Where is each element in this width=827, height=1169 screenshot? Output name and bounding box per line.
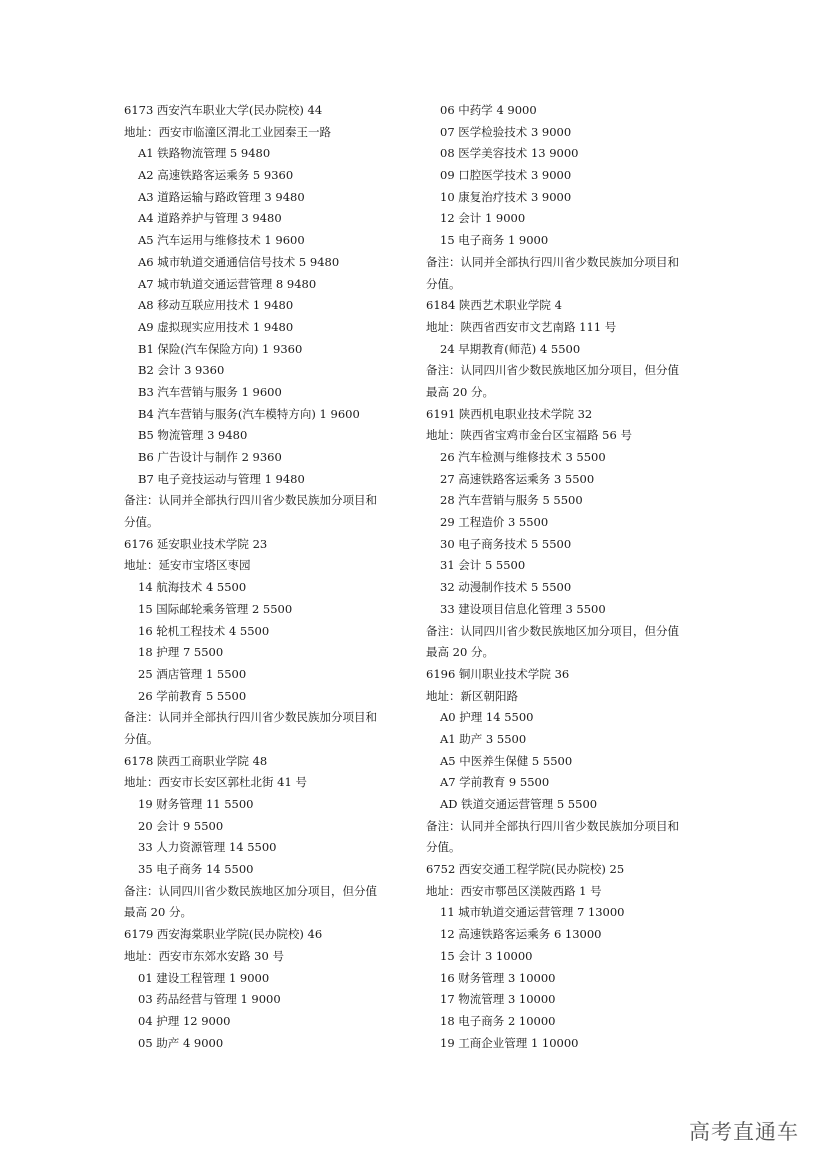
major-entry: 03 药品经营与管理 1 9000 xyxy=(138,992,281,1007)
remark-line: 备注：认同并全部执行四川省少数民族加分项目和 xyxy=(124,710,377,725)
major-entry: A1 助产 3 5500 xyxy=(440,731,527,746)
school-header: 6184 陕西艺术职业学院 4 xyxy=(426,298,562,313)
school-address: 地址：西安市临潼区渭北工业园秦王一路 xyxy=(124,124,331,139)
major-entry: A0 护理 14 5500 xyxy=(440,710,534,725)
major-entry: 18 护理 7 5500 xyxy=(138,645,224,660)
major-entry: A5 汽车运用与维修技术 1 9600 xyxy=(138,233,305,248)
major-entry: 08 医学美容技术 13 9000 xyxy=(440,146,579,161)
school-address: 地址：新区朝阳路 xyxy=(426,688,518,703)
watermark: 高考直通车 xyxy=(689,1120,799,1144)
major-entry: A4 道路养护与管理 3 9480 xyxy=(138,211,282,226)
school-header: 6178 陕西工商职业学院 48 xyxy=(124,753,268,768)
remark-line: 分值。 xyxy=(426,276,461,291)
school-header: 6196 铜川职业技术学院 36 xyxy=(426,666,570,681)
school-address: 地址：西安市长安区郭杜北街 41 号 xyxy=(124,775,307,790)
major-entry: 17 物流管理 3 10000 xyxy=(440,992,556,1007)
major-entry: 04 护理 12 9000 xyxy=(138,1013,231,1028)
major-entry: A5 中医养生保健 5 5500 xyxy=(440,753,573,768)
major-entry: 26 学前教育 5 5500 xyxy=(138,688,247,703)
remark-line: 分值。 xyxy=(426,840,461,855)
remark-line: 备注：认同四川省少数民族地区加分项目，但分值 xyxy=(426,623,679,638)
major-entry: 15 国际邮轮乘务管理 2 5500 xyxy=(138,601,293,616)
school-address: 地址：延安市宝塔区枣园 xyxy=(124,558,251,573)
major-entry: 33 人力资源管理 14 5500 xyxy=(138,840,277,855)
major-entry: 25 酒店管理 1 5500 xyxy=(138,666,247,681)
remark-line: 最高 20 分。 xyxy=(426,645,494,660)
remark-line: 最高 20 分。 xyxy=(426,384,494,399)
major-entry: 19 财务管理 11 5500 xyxy=(138,797,254,811)
remark-line: 备注：认同四川省少数民族地区加分项目，但分值 xyxy=(124,883,377,898)
major-entry: A8 移动互联应用技术 1 9480 xyxy=(138,298,294,313)
major-entry: 14 航海技术 4 5500 xyxy=(138,580,247,595)
remark-line: 备注：认同并全部执行四川省少数民族加分项目和 xyxy=(124,493,377,508)
remark-line: 分值。 xyxy=(124,731,159,746)
major-entry: A7 城市轨道交通运营管理 8 9480 xyxy=(138,276,317,291)
major-entry: A2 高速铁路客运乘务 5 9360 xyxy=(138,168,294,183)
major-entry: 29 工程造价 3 5500 xyxy=(440,515,549,530)
major-entry: 32 动漫制作技术 5 5500 xyxy=(440,580,572,595)
major-entry: 24 早期教育(师范) 4 5500 xyxy=(440,341,581,356)
major-entry: 35 电子商务 14 5500 xyxy=(138,862,254,877)
major-entry: B5 物流管理 3 9480 xyxy=(138,428,248,443)
major-entry: B6 广告设计与制作 2 9360 xyxy=(138,450,282,464)
major-entry: 28 汽车营销与服务 5 5500 xyxy=(440,493,583,508)
major-entry: 15 会计 3 10000 xyxy=(440,948,533,963)
major-entry: 06 中药学 4 9000 xyxy=(440,103,537,117)
school-header: 6173 西安汽车职业大学(民办院校) 44 xyxy=(124,103,323,117)
major-entry: 30 电子商务技术 5 5500 xyxy=(440,536,572,551)
left-column xyxy=(124,100,424,1054)
major-entry: 16 财务管理 3 10000 xyxy=(440,970,556,985)
remark-line: 最高 20 分。 xyxy=(124,905,192,920)
remark-line: 备注：认同四川省少数民族地区加分项目，但分值 xyxy=(426,363,679,378)
major-entry: 01 建设工程管理 1 9000 xyxy=(138,970,270,985)
major-entry: B3 汽车营销与服务 1 9600 xyxy=(138,384,282,399)
major-entry: 12 会计 1 9000 xyxy=(440,211,526,226)
major-entry: B1 保险(汽车保险方向) 1 9360 xyxy=(138,341,303,356)
major-entry: 16 轮机工程技术 4 5500 xyxy=(138,623,270,638)
major-entry: 11 城市轨道交通运营管理 7 13000 xyxy=(440,905,625,920)
major-entry: 18 电子商务 2 10000 xyxy=(440,1013,556,1028)
school-header: 6752 西安交通工程学院(民办院校) 25 xyxy=(426,862,625,877)
major-entry: 26 汽车检测与维修技术 3 5500 xyxy=(440,450,606,464)
major-entry: 05 助产 4 9000 xyxy=(138,1035,224,1050)
major-entry: A1 铁路物流管理 5 9480 xyxy=(138,146,271,161)
school-address: 地址：陕西省宝鸡市金台区宝福路 56 号 xyxy=(426,428,632,443)
major-entry: A6 城市轨道交通通信信号技术 5 9480 xyxy=(138,254,340,269)
major-entry: A7 学前教育 9 5500 xyxy=(440,775,550,790)
major-entry: 19 工商企业管理 1 10000 xyxy=(440,1035,579,1050)
major-entry: B4 汽车营销与服务(汽车模特方向) 1 9600 xyxy=(138,406,360,421)
school-address: 地址：西安市东郊水安路 30 号 xyxy=(124,948,284,963)
major-entry: 10 康复治疗技术 3 9000 xyxy=(440,189,572,204)
major-entry: A3 道路运输与路政管理 3 9480 xyxy=(138,189,305,204)
major-entry: 33 建设项目信息化管理 3 5500 xyxy=(440,601,606,616)
major-entry: 15 电子商务 1 9000 xyxy=(440,233,549,248)
school-header: 6179 西安海棠职业学院(民办院校) 46 xyxy=(124,927,323,942)
major-entry: B7 电子竞技运动与管理 1 9480 xyxy=(138,471,305,486)
major-entry: 12 高速铁路客运乘务 6 13000 xyxy=(440,927,602,942)
major-entry: AD 铁道交通运营管理 5 5500 xyxy=(440,797,598,811)
school-address: 地址：西安市鄠邑区渼陂西路 1 号 xyxy=(426,883,602,898)
major-entry: B2 会计 3 9360 xyxy=(138,363,225,378)
major-entry: 09 口腔医学技术 3 9000 xyxy=(440,168,572,183)
major-entry: 07 医学检验技术 3 9000 xyxy=(440,124,572,139)
right-column xyxy=(426,100,716,1054)
remark-line: 备注：认同并全部执行四川省少数民族加分项目和 xyxy=(426,818,679,833)
major-entry: A9 虚拟现实应用技术 1 9480 xyxy=(138,319,294,334)
major-entry: 20 会计 9 5500 xyxy=(138,818,224,833)
major-entry: 31 会计 5 5500 xyxy=(440,558,526,573)
remark-line: 备注：认同并全部执行四川省少数民族加分项目和 xyxy=(426,254,679,269)
school-header: 6191 陕西机电职业技术学院 32 xyxy=(426,406,593,421)
school-address: 地址：陕西省西安市文艺南路 111 号 xyxy=(426,319,617,334)
remark-line: 分值。 xyxy=(124,515,159,530)
major-entry: 27 高速铁路客运乘务 3 5500 xyxy=(440,471,595,486)
school-header: 6176 延安职业技术学院 23 xyxy=(124,536,268,551)
